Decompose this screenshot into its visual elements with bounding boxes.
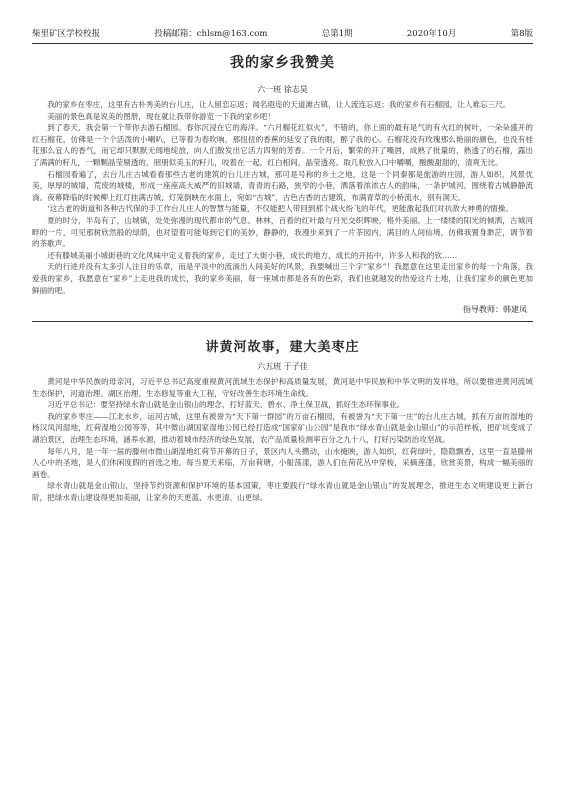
section-divider: [32, 321, 533, 322]
article-2-paragraph: 每年八月，是一年一届的滕州市微山湖湿地红荷节开幕的日子，景区内人头攒动，山水掩映，游人如织，红荷绿叶，隐隐飘香，这里一直是滕州人心中的圣地，是人们休闲度假的首选之地。每当夏天来临，万亩荷塘，小船荡漾，游人们在荷花丛中穿梭，采摘莲蓬，欣赏美景，构成一幅美丽的画卷。: [32, 446, 533, 479]
article-1-paragraph: 还有滕城美丽小城街巷的文化风味中定义着我的家乡，走过了大街小巷，成长的地方，成长的开拓中，许多人和我的钦……: [47, 250, 458, 260]
article-1-paragraph: 到了春天，我会第一个带你去游石榴园。春你沉浸在它的海洋。“六月榴花红似火”，不错的，你上面的最有是气的有火红的树叶，一朵朵盛开的红石榴花，仿佛是一个个活泼的小喇叭，已等着为春吹响，那扭扭的香蕉的延安了我的眼，醉了我的心。石榴花没有玫瑰那么艳丽的颜色，也没有桂花那么宜人的香气，而它却只默默无闻地绽放，向人们散发出它活力四射的芳香。一个月后，繁荣的开了嘴唇，成熟了批量的，熟透了的石榴，露出了满满的籽儿，一颗颗晶莹剔透的，朋朋似美玉的籽儿，咬着在一起，红白相间，晶莹透亮。取几粒放入口中嚼嚼，酸酸甜甜的，清爽无比。: [32, 123, 533, 167]
email-line: 投稿邮箱：chlsm@163.com: [154, 29, 268, 39]
article-2-paragraph: 绿水青山就是金山银山，坚持节约资源和保护环境的基本国策，枣庄要践行“绿水青山就是金山银山”的发展理念，推进生态文明建设更上新台阶，把绿水青山建设得更加美丽，让家乡的天更蓝、水更清、山更绿。: [32, 481, 533, 503]
issue-date: 2020年10月: [406, 29, 457, 39]
article-1-paragraph: 夏的时分，半岛有了，山城镇，处处弥漫的现代都市的气息。林林，百看的红叶最与月光交织辉映，格外美丽。上一缕缕的阳光的倾洒，古城河畔的一片，可见那树欣然般的绿荫，也对望着可能每到它们的美妙，静静的，我漫步来到了一片茶园内，满目的人间仙境，仿佛我置身渺茫，调节着的茶歌声。: [32, 215, 533, 249]
article-1-paragraph: 我的家乡在枣庄，这里有古朴秀美的台儿庄，让人留恋忘返；闻名遐迩的天道滩古镇，让人流连忘返；我的家乡有石榴园，让人难忘三尺。: [47, 100, 511, 109]
article-2-title: 讲黄河故事，建大美枣庄: [205, 340, 360, 356]
article-1-paragraph: 美丽的景色真是说美的图册，现在就让我带你游览一下我的家乡吧！: [47, 111, 275, 121]
article-1-title: 我的家乡我赞美: [230, 55, 335, 71]
article-1-paragraph: 石榴园看遍了，去台儿庄古城看看那些古老的建筑的台儿庄古城，那可是号称的乡土之地，这是一个同秦都是旅游的庄园，游人如织，风景优美，厚厚的城墙，荒废的城楼，形成一座座高大威严的旧城墙，青青的石路，狭窄的小巷，洒落着浓浓古人的韵味，一条护城河，围绕着古城静静流淌。夜幕降临的时候柳上红灯挂满古城，灯笼倒映在水面上，宛如“古城”，古色古香的古建筑，布满青草的小桥流水，别有洞天。: [32, 169, 533, 202]
article-2-paragraph: 黄河是中华民族的母亲河，习近平总书记高度重视黄河流域生态保护和高质量发展，黄河是中华民族和中华文明的发祥地，所以要推进黄河流域生态保护，河道治理、湖区治理、生态修复等重大工程，守好改善生态环境生命线。: [32, 377, 533, 398]
article-1: [32, 52, 533, 315]
article-1-byline: 六一班 徐志昊: [257, 85, 308, 94]
article-1-paragraph: 天的行进并没有太多引人注目的乐章，而是平淡中的流淌出人间美好的风景，我要喊出三个字“家乡”！我愿意在这里走出家乡的每一个角落，我爱我的家乡，我愿意在“家乡”上走进我的成长，我的家乡美丽，每一座城市都是各有的色彩，我们也就越发的热爱这片土地，让我们家乡的颜色更加鲜丽的吧。: [32, 262, 533, 295]
article-1-paragraph: ‘这古老的街道和各种古代保的手工作台儿庄人的智慧与能量，不仅能把人带回到那个战火纷飞的年代，更能激起我们对抗敌大神勇的情操。: [47, 204, 513, 214]
article-2-paragraph: 习近平总书记：要坚持绿水青山就是金山银山的理念，打好蓝天、碧水、净土保卫战，抓好生态环保事业。: [47, 400, 405, 410]
article-2-byline: 六五班 于子佳: [257, 362, 308, 372]
school-name: 柴里矿区学校校报: [32, 29, 101, 39]
issue-number: 总第1期: [321, 29, 353, 39]
page-header: [32, 28, 533, 44]
article-2-paragraph: 我的家乡枣庄——江北水乡，运河古城，这里有被誉为“天下第一群园”的万亩石榴园，有被誉为“天下第一庄”的台儿庄古城，抓有万亩的湿地的杨汉凤河湿地，红荷湿地公园等等，其中微山湖国家湿地公园已经打造成“国家矿山公园”是我市“绿水青山就是金山银山”的示范样板，把矿坑变成了湖泊景区，治理生态环境，涵养水源，推动着城市经济的绿色发展，农产品质量检测率百分之九十八，打好污染防治攻坚战。: [32, 411, 533, 445]
teacher-credit: 指导教师：韩建凤: [463, 305, 527, 315]
article-2: [32, 336, 533, 504]
edition-number: 第8版: [510, 29, 533, 39]
